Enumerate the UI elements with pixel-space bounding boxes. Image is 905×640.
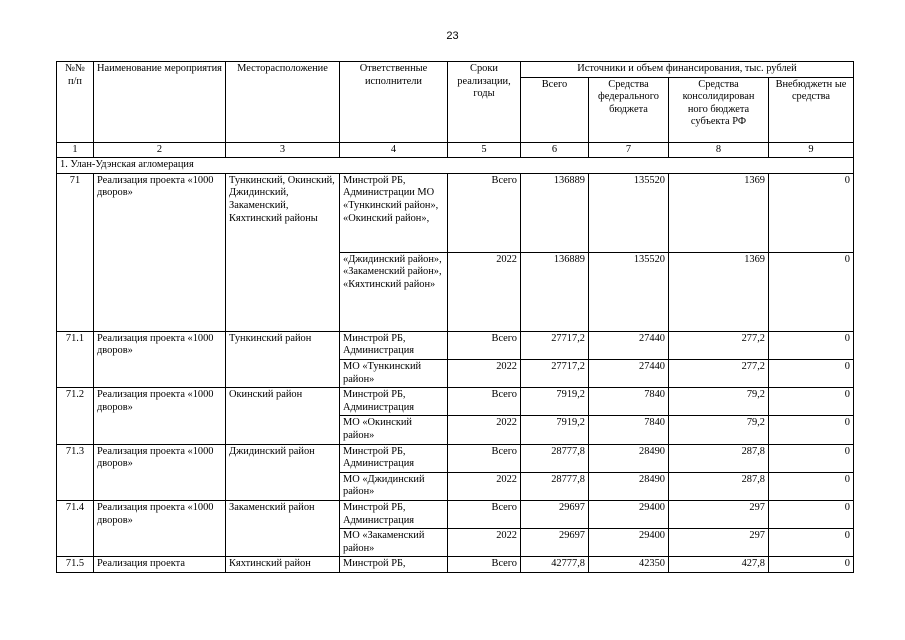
header-total: Всего: [521, 77, 589, 142]
row-total: 7919,2: [521, 416, 589, 444]
column-number: 5: [448, 142, 521, 158]
row-extra: 0: [769, 359, 854, 387]
row-total: 28777,8: [521, 472, 589, 500]
row-executors: МО «Окинский район»: [340, 416, 448, 444]
row-extra: 0: [769, 472, 854, 500]
row-total: 27717,2: [521, 359, 589, 387]
row-location: Кяхтинский район: [226, 557, 340, 573]
row-federal: 27440: [589, 331, 669, 359]
header-federal: Средства федерального бюджета: [589, 77, 669, 142]
row-regional: 297: [669, 529, 769, 557]
row-period: Всего: [448, 500, 521, 528]
table-row: [57, 173, 854, 252]
row-executors: Минстрой РБ, Администрация: [340, 444, 448, 472]
row-num: 71.4: [57, 500, 94, 556]
row-executors: Минстрой РБ, Администрации МО «Тункинский район», «Окинский район»,: [340, 173, 448, 252]
row-regional: 1369: [669, 173, 769, 252]
row-total: 27717,2: [521, 331, 589, 359]
row-regional: 1369: [669, 252, 769, 331]
row-regional: 277,2: [669, 331, 769, 359]
header-num: №№ п/п: [57, 62, 94, 143]
row-executors: МО «Джидинский район»: [340, 472, 448, 500]
financing-table: [56, 61, 854, 573]
row-total: 29697: [521, 500, 589, 528]
row-period: 2022: [448, 416, 521, 444]
row-regional: 297: [669, 500, 769, 528]
row-executors: Минстрой РБ, Администрация: [340, 500, 448, 528]
header-location: Месторасположение: [226, 62, 340, 143]
column-numbers-row: [57, 142, 854, 158]
row-regional: 79,2: [669, 388, 769, 416]
table-row: [57, 500, 854, 528]
column-number: 6: [521, 142, 589, 158]
header-name: Наименование мероприятия: [94, 62, 226, 143]
row-num: 71: [57, 173, 94, 331]
row-regional: 287,8: [669, 444, 769, 472]
row-extra: 0: [769, 388, 854, 416]
column-number: 7: [589, 142, 669, 158]
row-name: Реализация проекта «1000 дворов»: [94, 331, 226, 387]
row-federal: 7840: [589, 388, 669, 416]
row-location: Джидинский район: [226, 444, 340, 500]
row-total: 28777,8: [521, 444, 589, 472]
row-num: 71.2: [57, 388, 94, 444]
row-extra: 0: [769, 557, 854, 573]
row-regional: 287,8: [669, 472, 769, 500]
header-executors: Ответственные исполнители: [340, 62, 448, 143]
row-location: Тункинский, Окинский, Джидинский, Закаменский, Кяхтинский районы: [226, 173, 340, 331]
row-total: 136889: [521, 252, 589, 331]
row-period: 2022: [448, 529, 521, 557]
row-num: 71.5: [57, 557, 94, 573]
row-federal: 28490: [589, 444, 669, 472]
row-extra: 0: [769, 416, 854, 444]
column-number: 1: [57, 142, 94, 158]
row-name: Реализация проекта «1000 дворов»: [94, 500, 226, 556]
row-federal: 135520: [589, 252, 669, 331]
row-period: Всего: [448, 173, 521, 252]
header-terms: Сроки реализации, годы: [448, 62, 521, 143]
row-federal: 7840: [589, 416, 669, 444]
row-period: Всего: [448, 557, 521, 573]
row-federal: 28490: [589, 472, 669, 500]
row-federal: 135520: [589, 173, 669, 252]
row-location: Тункинский район: [226, 331, 340, 387]
row-period: 2022: [448, 252, 521, 331]
page-number: 23: [446, 30, 459, 42]
row-name: Реализация проекта: [94, 557, 226, 573]
row-federal: 27440: [589, 359, 669, 387]
row-executors: Минстрой РБ,: [340, 557, 448, 573]
row-period: 2022: [448, 359, 521, 387]
row-period: Всего: [448, 331, 521, 359]
row-regional: 79,2: [669, 416, 769, 444]
row-name: Реализация проекта «1000 дворов»: [94, 444, 226, 500]
table-row: [57, 444, 854, 472]
row-name: Реализация проекта «1000 дворов»: [94, 388, 226, 444]
row-total: 29697: [521, 529, 589, 557]
row-location: Окинский район: [226, 388, 340, 444]
table-row: [57, 557, 854, 573]
table-row: [57, 388, 854, 416]
row-executors: Минстрой РБ, Администрация: [340, 331, 448, 359]
row-executors: «Джидинский район», «Закаменский район», «Кяхтинский район»: [340, 252, 448, 331]
section-title: 1. Улан-Удэнская агломерация: [57, 158, 854, 174]
row-period: 2022: [448, 472, 521, 500]
row-federal: 29400: [589, 500, 669, 528]
table-row: [57, 331, 854, 359]
row-federal: 29400: [589, 529, 669, 557]
column-number: 3: [226, 142, 340, 158]
row-extra: 0: [769, 331, 854, 359]
row-federal: 42350: [589, 557, 669, 573]
row-regional: 427,8: [669, 557, 769, 573]
row-period: Всего: [448, 388, 521, 416]
row-executors: МО «Закаменский район»: [340, 529, 448, 557]
header-regional: Средства консолидирован ного бюджета субъекта РФ: [669, 77, 769, 142]
column-number: 2: [94, 142, 226, 158]
row-executors: МО «Тункинский район»: [340, 359, 448, 387]
row-regional: 277,2: [669, 359, 769, 387]
row-period: Всего: [448, 444, 521, 472]
row-extra: 0: [769, 529, 854, 557]
header-sources: Источники и объем финансирования, тыс. рублей: [521, 62, 854, 78]
row-num: 71.1: [57, 331, 94, 387]
row-location: Закаменский район: [226, 500, 340, 556]
row-extra: 0: [769, 444, 854, 472]
column-number: 9: [769, 142, 854, 158]
row-total: 136889: [521, 173, 589, 252]
column-number: 8: [669, 142, 769, 158]
row-extra: 0: [769, 500, 854, 528]
row-executors: Минстрой РБ, Администрация: [340, 388, 448, 416]
column-number: 4: [340, 142, 448, 158]
row-name: Реализация проекта «1000 дворов»: [94, 173, 226, 331]
row-num: 71.3: [57, 444, 94, 500]
row-total: 42777,8: [521, 557, 589, 573]
row-extra: 0: [769, 252, 854, 331]
header-extra: Внебюджетн ые средства: [769, 77, 854, 142]
row-total: 7919,2: [521, 388, 589, 416]
row-extra: 0: [769, 173, 854, 252]
